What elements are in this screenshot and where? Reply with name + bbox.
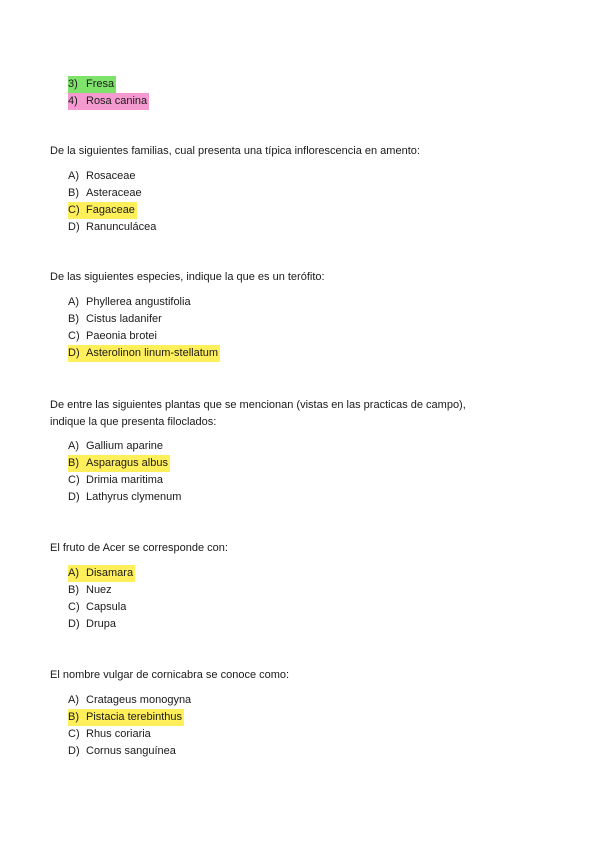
options-list: [50, 294, 550, 362]
option-c: [50, 328, 550, 345]
option-a: [50, 168, 550, 185]
option-letter: A): [68, 170, 79, 182]
option-b: [50, 582, 550, 599]
option-text: Fresa: [86, 78, 115, 90]
option-highlight: [68, 345, 220, 362]
option-highlight: [68, 202, 137, 219]
option-letter: B): [68, 187, 79, 199]
option-text: Cistus ladanifer: [86, 313, 162, 325]
question-text-line-2: indique la que presenta filoclados:: [50, 416, 217, 428]
option-text: Nuez: [86, 584, 112, 596]
option-letter: D): [68, 491, 80, 503]
option-letter: B): [68, 313, 79, 325]
option-letter: C): [68, 330, 80, 342]
option-text: Drupa: [86, 618, 116, 630]
option-a: [50, 692, 550, 709]
option-letter: B): [68, 584, 79, 596]
option-c: [50, 726, 550, 743]
option-c: [50, 599, 550, 616]
option-a: [50, 565, 550, 582]
question-text: El fruto de Acer se corresponde con:: [50, 542, 228, 554]
option-c: [50, 472, 550, 489]
option-text: Fagaceae: [86, 204, 135, 216]
option-text: Rhus coriaria: [86, 728, 151, 740]
option-letter: C): [68, 728, 80, 740]
option-letter: A): [68, 694, 79, 706]
option-d: [50, 219, 550, 236]
option-letter: 3): [68, 78, 78, 90]
question-text: De la siguientes familias, cual presenta una típica inflorescencia en amento:: [50, 145, 420, 157]
question-text: De las siguientes especies, indique la que es un terófito:: [50, 271, 325, 283]
option-letter: A): [68, 440, 79, 452]
option-d: [50, 489, 550, 506]
option-letter: B): [68, 711, 79, 723]
option-b: [50, 709, 550, 726]
option-text: Rosaceae: [86, 170, 136, 182]
option-highlight: [68, 455, 170, 472]
option-text: Asteraceae: [86, 187, 142, 199]
option-letter: D): [68, 618, 80, 630]
question-5: [50, 667, 550, 760]
option-text: Gallium aparine: [86, 440, 164, 452]
option-letter: D): [68, 347, 80, 359]
option-highlight: [68, 565, 135, 582]
option-text: Asparagus albus: [86, 457, 168, 469]
option-text: Capsula: [86, 601, 127, 613]
option-d: [50, 616, 550, 633]
option-text: Rosa canina: [86, 95, 148, 107]
option-3: [50, 76, 550, 93]
option-letter: A): [68, 567, 79, 579]
question-1: [50, 143, 550, 236]
option-a: [50, 438, 550, 455]
option-text: Lathyrus clymenum: [86, 491, 182, 503]
options-list: [50, 692, 550, 760]
option-b: [50, 185, 550, 202]
option-highlight: [68, 709, 184, 726]
option-letter: D): [68, 745, 80, 757]
option-4: [50, 93, 550, 110]
options-list: [50, 565, 550, 633]
question-text: El nombre vulgar de cornicabra se conoce como:: [50, 669, 290, 681]
options-list: [50, 168, 550, 236]
options-list: [50, 438, 550, 506]
option-letter: C): [68, 204, 80, 216]
option-text: Disamara: [86, 567, 134, 579]
option-letter: 4): [68, 95, 78, 107]
option-text: Paeonia brotei: [86, 330, 157, 342]
question-3: [50, 397, 550, 506]
option-letter: C): [68, 474, 80, 486]
option-letter: A): [68, 296, 79, 308]
option-a: [50, 294, 550, 311]
option-letter: B): [68, 457, 79, 469]
question-4: [50, 540, 550, 633]
option-c: [50, 202, 550, 219]
option-highlight: [68, 76, 116, 93]
option-b: [50, 455, 550, 472]
option-text: Ranunculácea: [86, 221, 157, 233]
option-text: Phyllerea angustifolia: [86, 296, 191, 308]
option-letter: D): [68, 221, 80, 233]
question-2: [50, 269, 550, 362]
option-text: Drimia maritima: [86, 474, 163, 486]
option-text: Asterolinon linum-stellatum: [86, 347, 219, 359]
option-letter: C): [68, 601, 80, 613]
option-text: Pistacia terebinthus: [86, 711, 182, 723]
option-highlight: [68, 93, 149, 110]
option-d: [50, 743, 550, 760]
option-text: Cratageus monogyna: [86, 694, 192, 706]
option-text: Cornus sanguínea: [86, 745, 176, 757]
option-b: [50, 311, 550, 328]
option-d: [50, 345, 550, 362]
options-list: [50, 76, 550, 110]
question-text-line-1: De entre las siguientes plantas que se mencionan (vistas en las practicas de campo),: [50, 399, 466, 411]
options-continuation: [50, 76, 550, 110]
